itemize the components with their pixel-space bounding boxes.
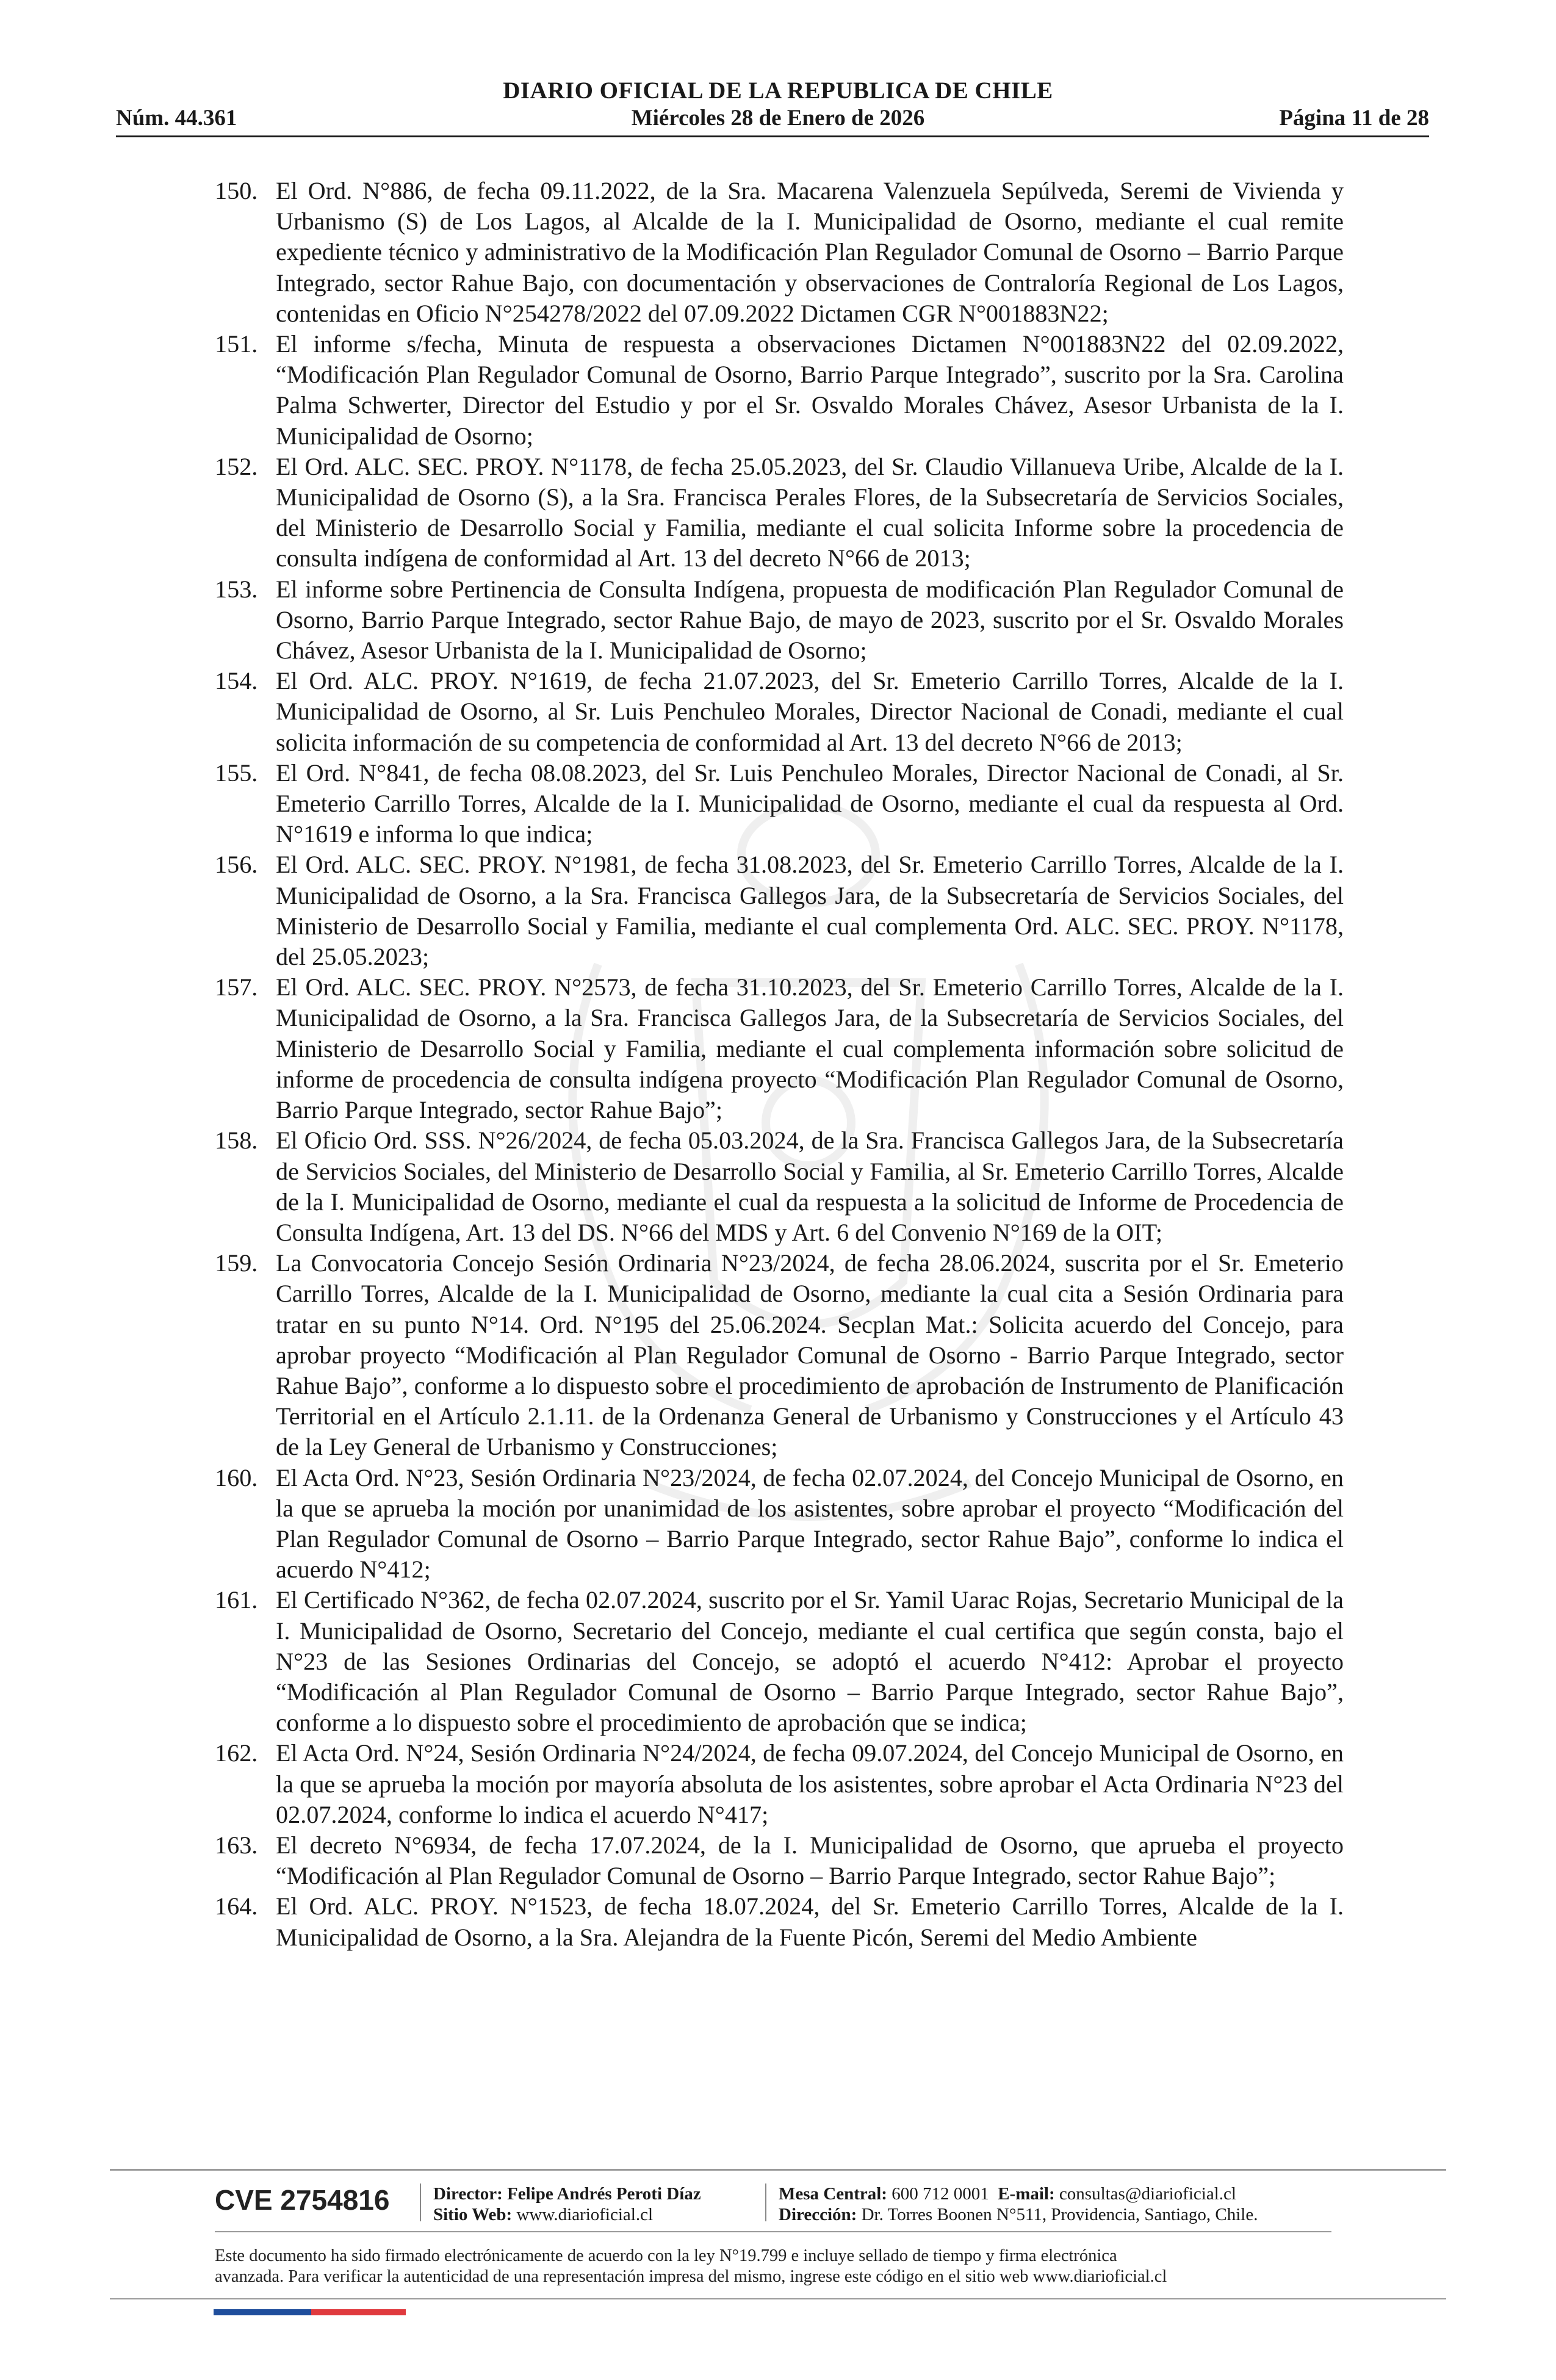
item-number: 152. xyxy=(215,452,258,480)
mesa-label: Mesa Central: xyxy=(779,2184,887,2204)
legal-notice xyxy=(215,2246,1362,2287)
email-label: E-mail: xyxy=(998,2184,1055,2204)
footer-bottom-rule xyxy=(110,2298,1446,2299)
item-number: 155. xyxy=(215,759,258,787)
page-number: Página 11 de 28 xyxy=(1279,106,1429,131)
item-text: El Acta Ord. N°24, Sesión Ordinaria N°24/2024, de fecha 09.07.2024, del Concejo Municipal de Osorno, en la que se aprueba la moción por mayoría absoluta de los asistentes, sobre aprobar el Acta Ordinaria N°23 del 02.07.2024, conforme lo indica el acuerdo N°417; xyxy=(276,1739,1344,1828)
item-number: 157. xyxy=(215,973,258,1001)
item-number: 163. xyxy=(215,1831,258,1859)
contact-block xyxy=(779,2183,1258,2225)
item-text: El Ord. ALC. PROY. N°1619, de fecha 21.07.2023, del Sr. Emeterio Carrillo Torres, Alcalde de la I. Municipalidad de Osorno, al Sr. Luis Penchuleo Morales, Director Nacional de Conadi, mediante el cual solicita información de su competencia de conformidad al Art. 13 del decreto N°66 de 2013; xyxy=(276,667,1344,756)
director-name: Felipe Andrés Peroti Díaz xyxy=(507,2184,701,2204)
list-item xyxy=(215,1738,1344,1830)
item-number: 156. xyxy=(215,851,258,879)
list-item xyxy=(215,972,1344,1125)
list-item xyxy=(215,574,1344,666)
page-header xyxy=(0,0,1556,140)
item-number: 158. xyxy=(215,1127,258,1155)
item-number: 161. xyxy=(215,1586,258,1614)
flag-red-segment xyxy=(311,2309,406,2315)
address-label: Dirección: xyxy=(779,2205,857,2224)
legal-line: Este documento ha sido firmado electrónicamente de acuerdo con la ley N°19.799 e incluye sellado de tiempo y firma electrónica xyxy=(215,2246,1117,2265)
item-number: 151. xyxy=(215,330,258,358)
mesa-phone: 600 712 0001 xyxy=(891,2184,989,2204)
item-text: El Ord. ALC. SEC. PROY. N°1981, de fecha 31.08.2023, del Sr. Emeterio Carrillo Torres, Alcalde de la I. Municipalidad de Osorno, a la Sra. Francisca Gallegos Jara, de la Subsecretaría de Servicios Sociales, del Ministerio de Desarrollo Social y Familia, mediante el cual complementa Ord. ALC. SEC. PROY. N°1178, del 25.05.2023; xyxy=(276,851,1344,971)
item-number: 160. xyxy=(215,1463,258,1491)
item-text: El Ord. ALC. SEC. PROY. N°2573, de fecha 31.10.2023, del Sr. Emeterio Carrillo Torres, Alcalde de la I. Municipalidad de Osorno, a la Sra. Francisca Gallegos Jara, de la Subsecretaría de Servicios Sociales, del Ministerio de Desarrollo Social y Familia, mediante el cual complementa información sobre solicitud de informe de procedencia de consulta indígena proyecto “Modificación Plan Regulador Comunal de Osorno, Barrio Parque Integrado, sector Rahue Bajo”; xyxy=(276,973,1344,1124)
item-text: El decreto N°6934, de fecha 17.07.2024, de la I. Municipalidad de Osorno, que aprueba el proyecto “Modificación al Plan Regulador Comunal de Osorno – Barrio Parque Integrado, sector Rahue Bajo”; xyxy=(276,1831,1344,1890)
item-text: La Convocatoria Concejo Sesión Ordinaria N°23/2024, de fecha 28.06.2024, suscrita por el Sr. Emeterio Carrillo Torres, Alcalde de la I. Municipalidad de Osorno, mediante la cual cita a Sesión Ordinaria para tratar en su punto N°14. Ord. N°195 del 25.06.2024. Secplan Mat.: Solicita acuerdo del Concejo, para aprobar proyecto “Modificación al Plan Regulador Comunal de Osorno - Barrio Parque Integrado, sector Rahue Bajo”, conforme a lo dispuesto sobre el procedimiento de aprobación de Instrumento de Planificación Territorial en el Artículo 2.1.11. de la Ordenanza General de Urbanismo y Construcciones y el Artículo 43 de la Ley General de Urbanismo y Construcciones; xyxy=(276,1249,1344,1461)
item-number: 154. xyxy=(215,667,258,695)
page-footer xyxy=(0,2160,1556,2380)
footer-separator xyxy=(420,2183,421,2221)
list-item xyxy=(215,666,1344,758)
item-number: 153. xyxy=(215,575,258,603)
newspaper-title: DIARIO OFICIAL DE LA REPUBLICA DE CHILE xyxy=(503,78,1053,104)
item-text: El Ord. ALC. PROY. N°1523, de fecha 18.07.2024, del Sr. Emeterio Carrillo Torres, Alcalde de la I. Municipalidad de Osorno, a la Sra. Alejandra de la Fuente Picón, Seremi del Medio Ambiente xyxy=(276,1892,1344,1951)
item-text: El Acta Ord. N°23, Sesión Ordinaria N°23/2024, de fecha 02.07.2024, del Concejo Municipal de Osorno, en la que se aprueba la moción por unanimidad de los asistentes, sobre aprobar el proyecto “Modificación del Plan Regulador Comunal de Osorno – Barrio Parque Integrado, sector Rahue Bajo”, conforme lo indica el acuerdo N°412; xyxy=(276,1463,1344,1584)
item-text: El Certificado N°362, de fecha 02.07.2024, suscrito por el Sr. Yamil Uarac Rojas, Secretario Municipal de la I. Municipalidad de Osorno, Secretario del Concejo, mediante el cual certifica que según consta, bajo el N°23 de las Sesiones Ordinarias del Concejo, se adoptó el acuerdo N°412: Aprobar el proyecto “Modificación al Plan Regulador Comunal de Osorno – Barrio Parque Integrado, sector Rahue Bajo”, conforme a lo dispuesto sobre el procedimiento de aprobación que se indica; xyxy=(276,1586,1344,1737)
list-item xyxy=(215,329,1344,452)
item-text: El informe sobre Pertinencia de Consulta Indígena, propuesta de modificación Plan Regulador Comunal de Osorno, Barrio Parque Integrado, sector Rahue Bajo, de mayo de 2023, suscrito por el Sr. Osvaldo Morales Chávez, Asesor Urbanista de la I. Municipalidad de Osorno; xyxy=(276,575,1344,665)
footer-top-rule xyxy=(110,2169,1446,2171)
director-block xyxy=(433,2183,701,2225)
list-item xyxy=(215,176,1344,329)
item-text: El Ord. N°886, de fecha 09.11.2022, de la Sra. Macarena Valenzuela Sepúlveda, Seremi de Vivienda y Urbanismo (S) de Los Lagos, al Alcalde de la I. Municipalidad de Osorno, mediante el cual remite expediente técnico y administrativo de la Modificación Plan Regulador Comunal de Osorno – Barrio Parque Integrado, sector Rahue Bajo, con documentación y observaciones de Contraloría Regional de Los Lagos, contenidas en Oficio N°254278/2022 del 07.09.2022 Dictamen CGR N°001883N22; xyxy=(276,177,1344,327)
flag-blue-segment xyxy=(214,2309,311,2315)
director-label: Director: xyxy=(433,2184,503,2204)
list-item xyxy=(215,1248,1344,1462)
item-text: El Oficio Ord. SSS. N°26/2024, de fecha 05.03.2024, de la Sra. Francisca Gallegos Jara, de la Subsecretaría de Servicios Sociales, del Ministerio de Desarrollo Social y Familia, al Sr. Emeterio Carrillo Torres, Alcalde de la I. Municipalidad de Osorno, mediante el cual da respuesta a la solicitud de Informe de Procedencia de Consulta Indígena, Art. 13 del DS. N°66 del MDS y Art. 6 del Convenio N°169 de la OIT; xyxy=(276,1127,1344,1246)
cve-code: CVE 2754816 xyxy=(215,2184,390,2216)
list-item xyxy=(215,1125,1344,1248)
item-number: 150. xyxy=(215,177,258,204)
list-item xyxy=(215,1830,1344,1891)
header-rule xyxy=(116,135,1429,137)
list-item xyxy=(215,1891,1344,1952)
issue-date: Miércoles 28 de Enero de 2026 xyxy=(631,106,925,131)
item-number: 162. xyxy=(215,1739,258,1767)
list-item xyxy=(215,1463,1344,1585)
site-link[interactable]: www.diarioficial.cl xyxy=(516,2205,654,2224)
address-value: Dr. Torres Boonen N°511, Providencia, Santiago, Chile. xyxy=(861,2205,1258,2224)
flag-color-bar xyxy=(214,2309,406,2315)
legal-line: avanzada. Para verificar la autenticidad de una representación impresa del mismo, ingrese este código en el sitio web www.diarioficial.cl xyxy=(215,2267,1167,2286)
item-number: 159. xyxy=(215,1249,258,1277)
footer-separator xyxy=(765,2183,766,2221)
item-text: El Ord. N°841, de fecha 08.08.2023, del Sr. Luis Penchuleo Morales, Director Nacional de Conadi, al Sr. Emeterio Carrillo Torres, Alcalde de la I. Municipalidad de Osorno, mediante el cual da respuesta al Ord. N°1619 e informa lo que indica; xyxy=(276,759,1344,848)
email-link[interactable]: consultas@diarioficial.cl xyxy=(1059,2184,1236,2204)
footer-middle-rule xyxy=(215,2231,1331,2232)
list-item xyxy=(215,1585,1344,1738)
list-item xyxy=(215,849,1344,972)
list-item xyxy=(215,452,1344,574)
item-text: El informe s/fecha, Minuta de respuesta a observaciones Dictamen N°001883N22 del 02.09.2022, “Modificación Plan Regulador Comunal de Osorno, Barrio Parque Integrado”, suscrito por la Sra. Carolina Palma Schwerter, Director del Estudio y por el Sr. Osvaldo Morales Chávez, Asesor Urbanista de la I. Municipalidad de Osorno; xyxy=(276,330,1344,450)
issue-number: Núm. 44.361 xyxy=(116,106,237,131)
item-number: 164. xyxy=(215,1892,258,1920)
list-item xyxy=(215,758,1344,850)
site-label: Sitio Web: xyxy=(433,2205,513,2224)
item-text: El Ord. ALC. SEC. PROY. N°1178, de fecha 25.05.2023, del Sr. Claudio Villanueva Uribe, Alcalde de la I. Municipalidad de Osorno (S), a la Sra. Francisca Perales Flores, de la Subsecretaría de Servicios Sociales, del Ministerio de Desarrollo Social y Familia, mediante el cual solicita Informe sobre la procedencia de consulta indígena de conformidad al Art. 13 del decreto N°66 de 2013; xyxy=(276,452,1344,572)
document-body xyxy=(215,176,1344,1953)
